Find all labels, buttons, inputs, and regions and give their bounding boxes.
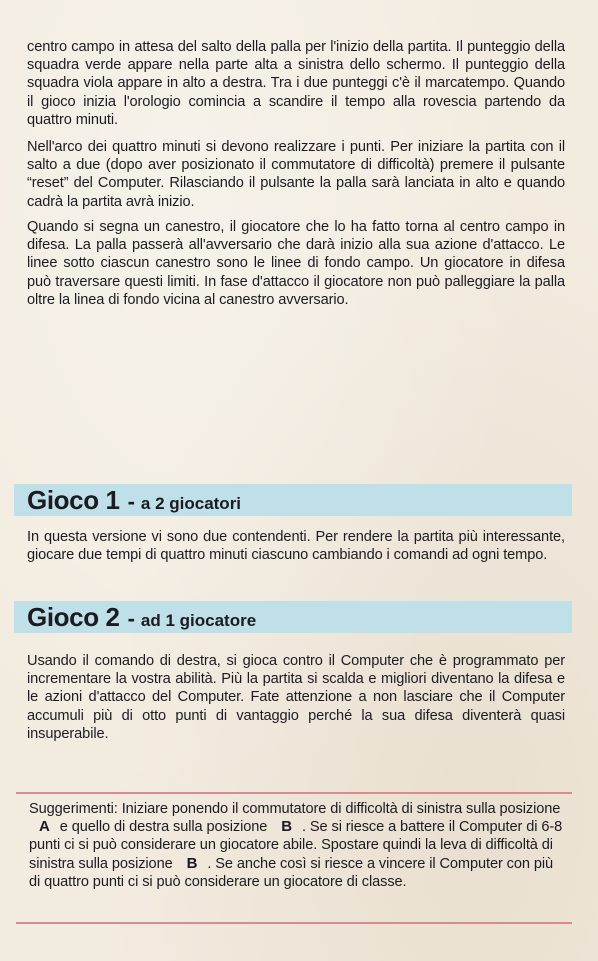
tips-text-1: Suggerimenti: Iniziare ponendo il commutatore di difficoltà di sinistra sulla posizione	[29, 801, 561, 817]
game1-dash: -	[127, 489, 135, 514]
difficulty-key-b-second: B	[186, 854, 198, 872]
game2-dash: -	[127, 606, 135, 631]
game1-title: Gioco 1	[27, 485, 120, 515]
tips-divider-bottom	[16, 922, 572, 924]
game2-heading-band	[14, 601, 572, 633]
game2-heading	[27, 601, 256, 633]
tips-text-4: . Se anche così si riesce a vincere il Computer con più di quattro punti ci si può considerare un giocatore di classe.	[29, 855, 554, 890]
game1-heading-band	[14, 484, 572, 516]
intro-paragraph-2: Nell'arco dei quattro minuti si devono realizzare i punti. Per iniziare la partita con il salto a due (dopo aver posizionato il commutatore di difficoltà) premere il pulsante “reset” del Computer. Rilasciando il pulsante la palla sarà lanciata in alto e quando cadrà la partita avrà inizio.	[27, 139, 565, 210]
difficulty-key-a: A	[39, 818, 50, 836]
tips-box	[29, 800, 565, 891]
tips-divider-top	[16, 792, 572, 794]
game1-heading	[27, 484, 241, 516]
game2-description: Usando il comando di destra, si gioca contro il Computer che è programmato per incrementare la vostra abilità. Più la partita si scalda e migliori diventano la difesa e le azioni d'attacco del Computer. Fate attenzione a non lasciare che il Computer accumuli più di otto punti di vantaggio perché la sua difesa diventerà quasi insuperabile.	[27, 653, 565, 742]
game1-subtitle: a 2 giocatori	[140, 494, 242, 513]
game1-description: In questa versione vi sono due contendenti. Per rendere la partita più interessante, giocare due tempi di quattro minuti ciascuno cambiando i comandi ad ogni tempo.	[27, 529, 565, 564]
game2-subtitle: ad 1 giocatore	[140, 611, 257, 630]
intro-paragraph-3: Quando si segna un canestro, il giocatore che lo ha fatto torna al centro campo in difesa. La palla passerà all'avversario che darà inizio alla sua azione d'attacco. Le linee sotto ciascun canestro sono le linee di fondo campo. Un giocatore in difesa può traversare questi limiti. In fase d'attacco il giocatore non può palleggiare la palla oltre la linea di fondo vicina al canestro avversario.	[27, 219, 565, 308]
tips-text-2: e quello di destra sulla posizione	[59, 819, 268, 836]
game2-title: Gioco 2	[27, 602, 120, 632]
difficulty-key-b: B	[281, 818, 292, 836]
tips-text-3: . Se si riesce a battere il Computer di 6-8 punti ci si può considerare un giocatore abile. Spostare quindi la leva di difficoltà di sinistra sulla posizione	[29, 819, 563, 872]
intro-paragraph-1: centro campo in attesa del salto della palla per l'inizio della partita. Il punteggio della squadra verde appare nella parte alta a sinistra dello schermo. Il punteggio della squadra viola appare in alto a destra. Tra i due punteggi c'è il marcatempo. Quando il gioco inizia l'orologio comincia a scandire il tempo alla rovescia partendo da quattro minuti.	[27, 39, 565, 128]
